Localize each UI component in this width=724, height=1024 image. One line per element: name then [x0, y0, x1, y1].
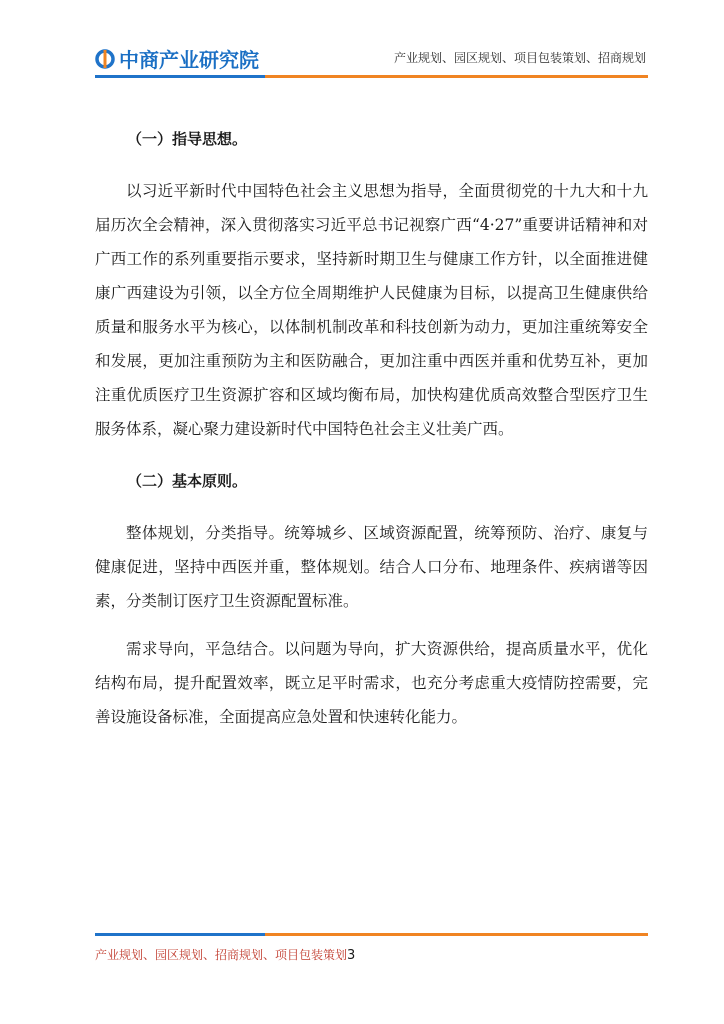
header-divider-blue	[95, 75, 265, 78]
footer-tagline: 产业规划、园区规划、招商规划、项目包装策划	[95, 948, 348, 962]
page-number: 3	[347, 948, 356, 963]
header-divider-orange	[265, 75, 648, 78]
logo-icon	[95, 49, 115, 69]
document-body	[95, 122, 648, 734]
footer	[95, 946, 355, 963]
logo-text: 中商产业研究院	[119, 48, 259, 72]
paragraph: 以习近平新时代中国特色社会主义思想为指导，全面贯彻党的十九大和十九届历次全会精神，深入贯彻落实习近平总书记视察广西“4·27”重要讲话精神和对广西工作的系列重要指示要求，坚持新时期卫生与健康工作方针，以全面推进健康广西建设为引领，以全方位全周期维护人民健康为目标，以提高卫生健康供给质量和服务水平为核心，以体制机制改革和科技创新为动力，更加注重统筹安全和发展，更加注重预防为主和医防融合，更加注重中西医并重和优势互补，更加注重优质医疗卫生资源扩容和区域均衡布局，加快构建优质高效整合型医疗卫生服务体系，凝心聚力建设新时代中国特色社会主义壮美广西。	[95, 182, 648, 438]
section-heading-basic-principles: （二）基本原则。	[127, 472, 248, 490]
paragraph: 需求导向，平急结合。以问题为导向，扩大资源供给，提高质量水平，优化结构布局，提升配置效率，既立足平时需求，也充分考虑重大疫情防控需要，完善设施设备标准，全面提高应急处置和快速转化能力。	[95, 640, 648, 726]
header-tagline: 产业规划、园区规划、项目包装策划、招商规划	[393, 51, 646, 65]
footer-divider-orange	[265, 933, 648, 936]
company-logo	[95, 44, 259, 73]
footer-divider-blue	[95, 933, 265, 936]
section-heading-guiding-ideology: （一）指导思想。	[127, 130, 248, 148]
paragraph: 整体规划，分类指导。统筹城乡、区域资源配置，统筹预防、治疗、康复与健康促进，坚持中西医并重，整体规划。结合人口分布、地理条件、疾病谱等因素，分类制订医疗卫生资源配置标准。	[95, 524, 648, 610]
